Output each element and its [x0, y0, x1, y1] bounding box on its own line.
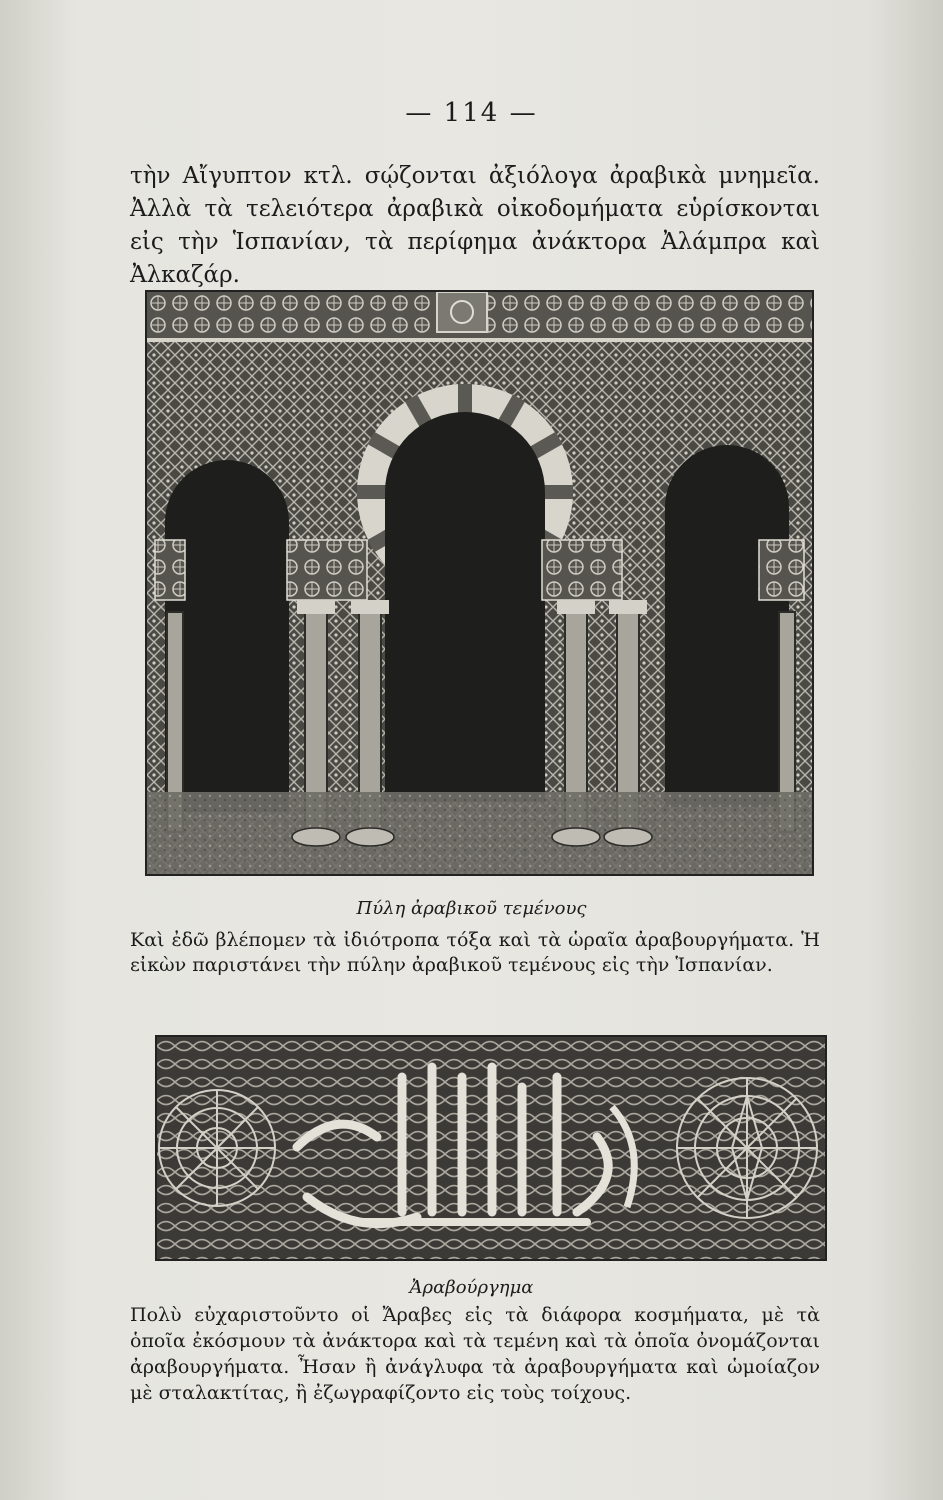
figure2-caption: Ἀραβούργημα: [409, 1277, 534, 1298]
figure2-description: Πολὺ εὐχαριστοῦντο οἱ Ἄραβες εἰς τὰ διάφορα κοσμήματα, μὲ τὰ ὁποῖα ἐκόσμουν τὰ ἀνάκτορα καὶ τὰ τεμένη καὶ τὰ ὁποῖα ὀνομάζονται ἀραβουργήματα. Ἦσαν ἢ ἀνάγλυφα τὰ ἀραβουργήματα καὶ ὡμοίαζον μὲ σταλακτίτας, ἢ ἐζωγραφίζοντο εἰς τοὺς τοίχους.: [130, 1304, 820, 1404]
arabesque-drawing: [157, 1037, 825, 1259]
intro-paragraph: τὴν Αἴγυπτον κτλ. σῴζονται ἀξιόλογα ἀραβικὰ μνημεῖα. Ἀλλὰ τὰ τελειότερα ἀραβικὰ οἰκοδομήματα εὑρίσκονται εἰς τὴν Ἱσπανίαν, τὰ περίφημα ἀνάκτορα Ἀλάμπρα καὶ Ἀλκαζάρ.: [130, 163, 820, 288]
mosque-gate-illustration: [145, 290, 814, 876]
figure1-caption: Πύλη ἀραβικοῦ τεμένους: [356, 898, 587, 919]
arabesque-illustration: [155, 1035, 827, 1261]
mosque-gate-drawing: [147, 292, 812, 874]
page-number: — 114 —: [405, 98, 538, 128]
figure1-description: Καὶ ἐδῶ βλέπομεν τὰ ἰδιότροπα τόξα καὶ τὰ ὡραῖα ἀραβουργήματα. Ἡ εἰκὼν παριστάνει τὴν πύλην ἀραβικοῦ τεμένους εἰς τὴν Ἱσπανίαν.: [130, 929, 820, 976]
